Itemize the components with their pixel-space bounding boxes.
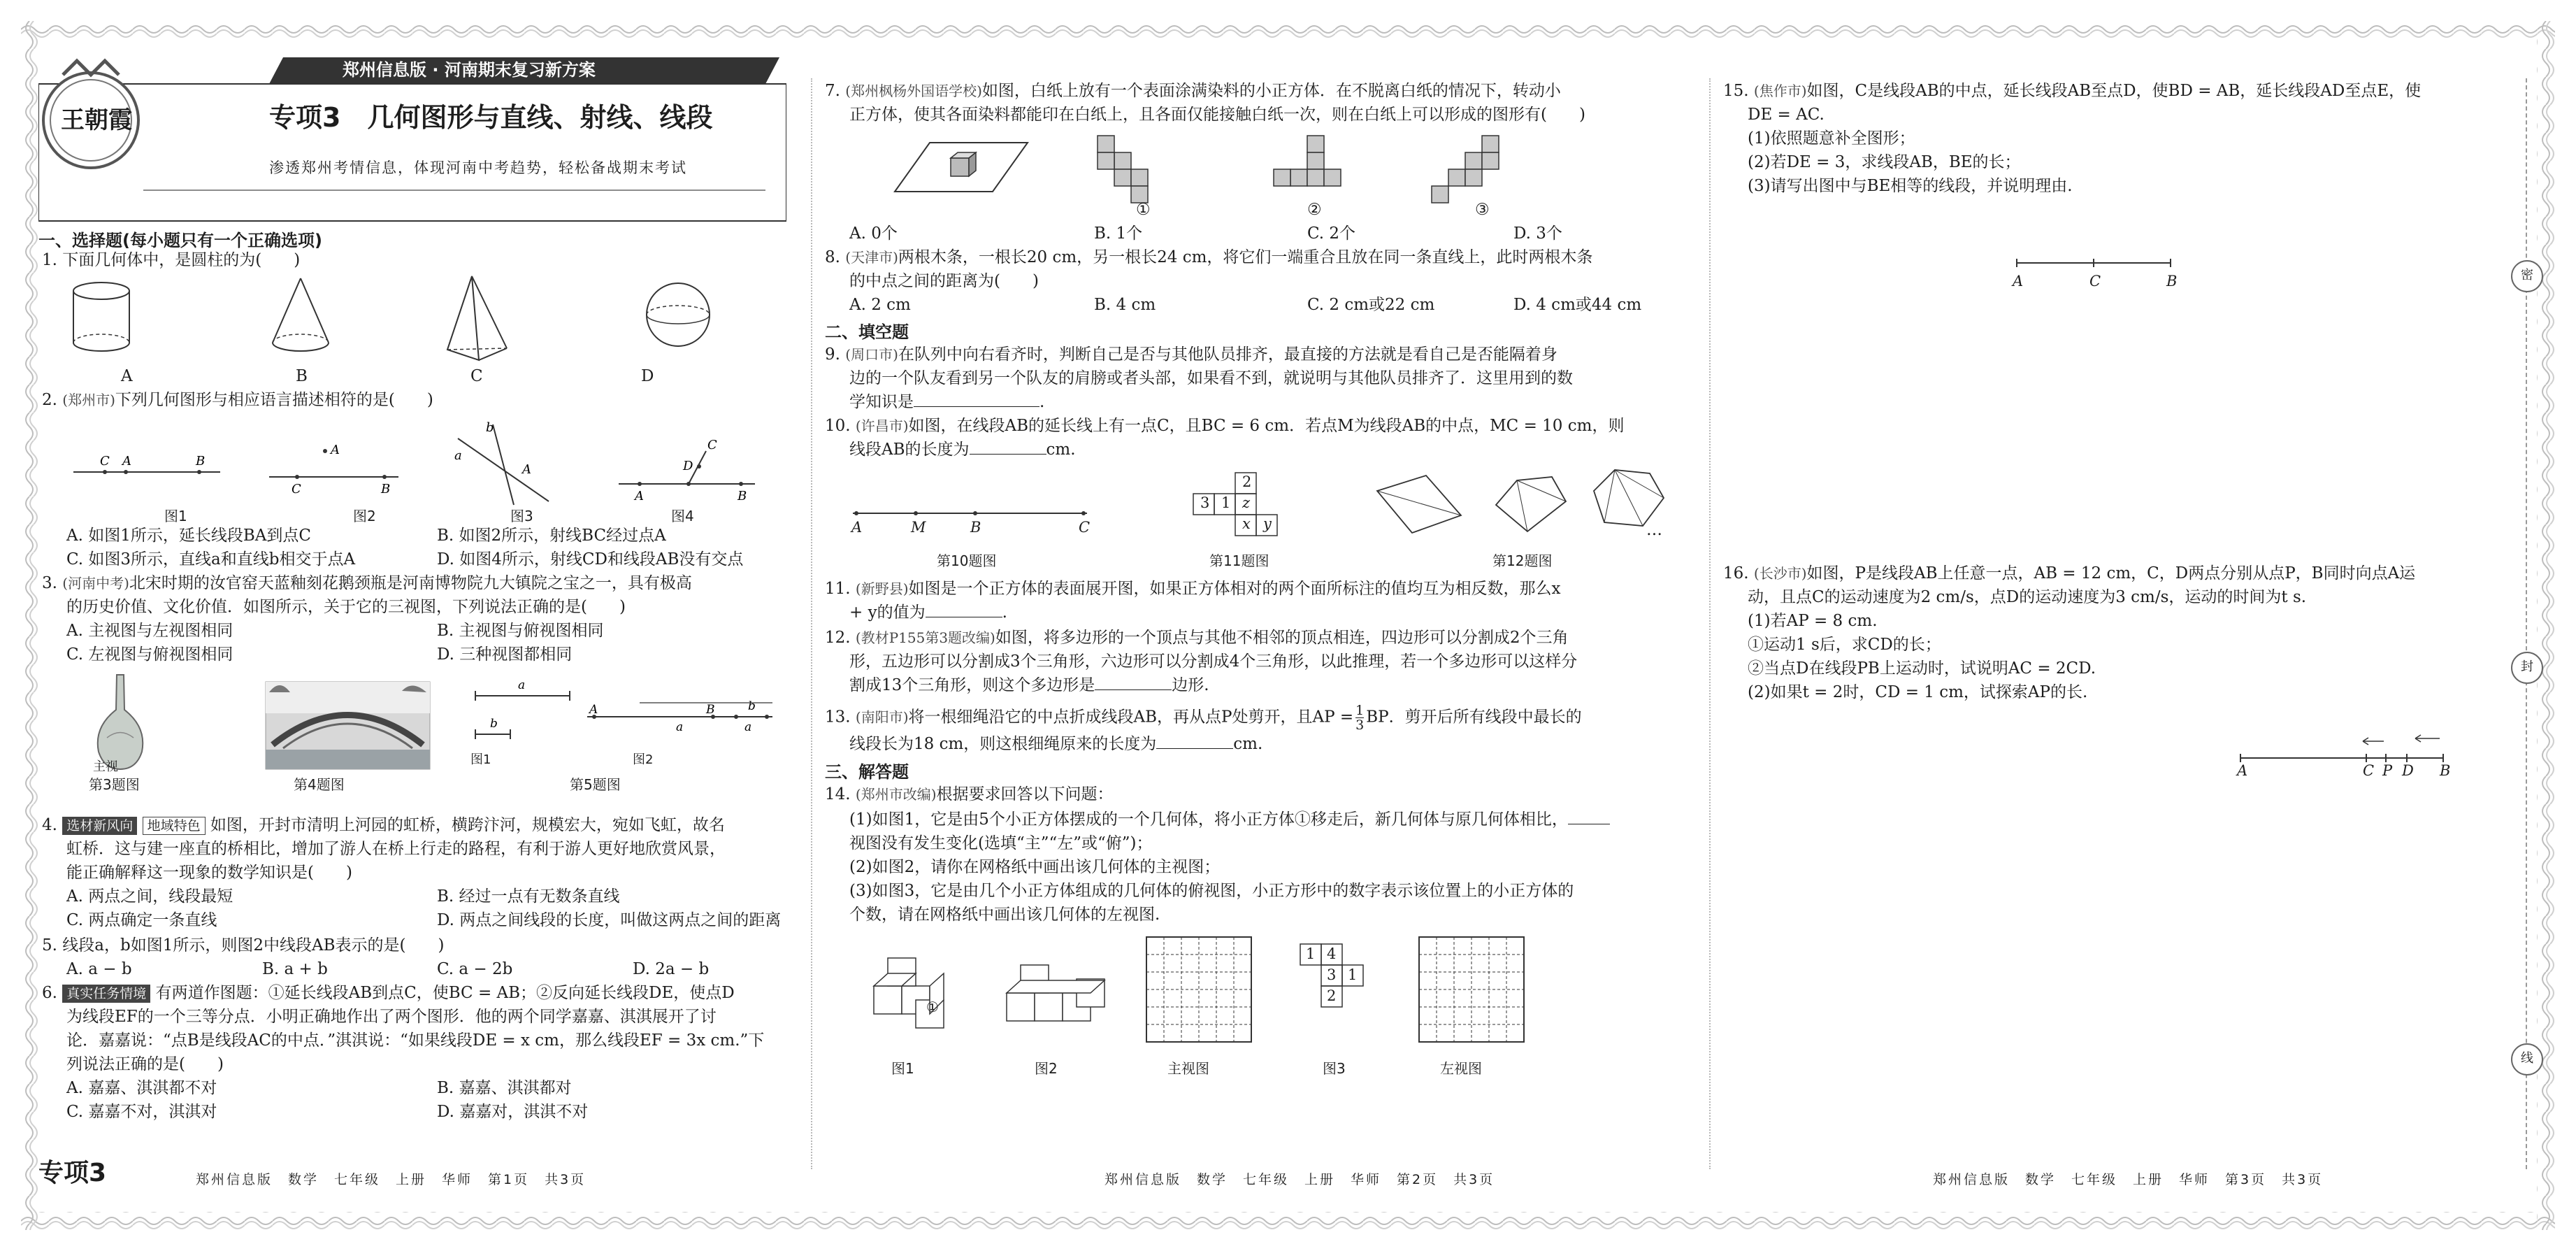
q11-line1: 11. (新野县)如图是一个正方体的表面展开图，如果正方体相对的两个面所标注的值均互为相反数，那么x — [825, 580, 1561, 598]
cube-1-mark: ① — [926, 999, 939, 1015]
q5-opt-b: B. a + b — [262, 960, 328, 978]
q10-point-b: B — [970, 519, 981, 536]
q16-sub3: ②当点D在线段PB上运动时，试说明AC = 2CD. — [1748, 659, 2096, 678]
q16-line1: 16. (长沙市)如图，P是线段AB上任意一点，AB = 12 cm，C，D两点分别从点P，B同时向点A运 — [1723, 564, 2416, 582]
net-cell-z: z — [1242, 494, 1251, 511]
q5-opt-d: D. 2a − b — [633, 960, 710, 978]
sphere-shape — [647, 283, 710, 346]
q12-fig-caption: 第12题图 — [1492, 552, 1553, 569]
q15-line2: DE = AC. — [1748, 106, 1825, 124]
svg-text:C: C — [707, 438, 717, 452]
svg-text:a: a — [744, 720, 752, 734]
q14-figures — [867, 930, 1636, 1056]
q4-line2: 虹桥．这与建一座直的桥相比，增加了游人在桥上行走的路程，有利于游人更好地欣赏风景， — [66, 840, 726, 858]
seal-mark-1: 密 — [2511, 260, 2543, 292]
q14-part3a: (3)如图3，它是由几个小正方体组成的几何体的俯视图，小正方形中的数字表示该位置上的小正方体的 — [849, 882, 1574, 900]
q7-label-2: ② — [1307, 201, 1322, 219]
q4-line3: 能正确解释这一现象的数学知识是( ) — [66, 864, 352, 882]
q15-point-c: C — [2089, 273, 2101, 289]
svg-text:A: A — [635, 489, 644, 503]
q14-part1a: (1)如图1，它是由5个小正方体摆成的一个几何体，将小正方体①移走后，新几何体与原几何体相比， — [849, 807, 1610, 832]
q8-opt-a: A. 2 cm — [849, 296, 911, 314]
q14-front-caption: 主视图 — [1167, 1060, 1209, 1077]
q2-opt-c: C. 如图3所示，直线a和直线b相交于点A — [66, 550, 356, 569]
seal-mark-2: 封 — [2511, 652, 2543, 684]
net-cell-2: 2 — [1242, 473, 1252, 490]
q12-line2: 形，五边形可以分割成3个三角形，六边形可以分割成4个三角形，以此推理，若一个多边形可以这样分 — [849, 652, 1578, 671]
q3-opt-a: A. 主视图与左视图相同 — [66, 622, 233, 640]
q4-opt-d: D. 两点之间线段的长度，叫做这两点之间的距离 — [437, 911, 782, 929]
page-1 — [38, 50, 800, 1197]
net-cell-x: x — [1242, 515, 1251, 532]
q10-point-m: M — [911, 519, 926, 536]
cubes-fig2 — [1007, 965, 1104, 1021]
q7-opt-c: C. 2个 — [1307, 224, 1356, 243]
q2-opt-b: B. 如图2所示，射线BC经过点A — [437, 527, 666, 545]
q8-line1: 8. (天津市)两根木条，一根长20 cm，另一根长24 cm，将它们一端重合且放在同一条直线上，此时两根木条 — [825, 248, 1593, 266]
q5-opt-a: A. a − b — [66, 960, 132, 978]
q7-opt-d: D. 3个 — [1513, 224, 1562, 243]
q1-opt-d: D — [641, 367, 654, 385]
q4-figure-caption: 第4题图 — [294, 776, 345, 793]
svg-text:b: b — [486, 420, 494, 435]
q14-fig3-caption: 图3 — [1323, 1060, 1346, 1077]
net-cell-3: 3 — [1200, 494, 1210, 511]
segment-fig2 — [587, 699, 772, 734]
q7-opt-b: B. 1个 — [1094, 224, 1143, 243]
seal-line — [2526, 78, 2527, 1169]
footer-section-label: 专项3 — [38, 1159, 107, 1187]
q4-opt-b: B. 经过一点有无数条直线 — [437, 887, 620, 906]
q4-line1: 4. 选材新风向 地域特色 如图，开封市清明上河园的虹桥，横跨汴河，规模宏大，宛如飞虹，故名 — [42, 816, 725, 834]
q2-text: 2. (郑州市)下列几何图形与相应语言描述相符的是( ) — [42, 391, 433, 409]
top-view-3: 3 — [1327, 966, 1337, 983]
cylinder-shape — [73, 283, 129, 351]
q3-line1: 3. (河南中考)北宋时期的汝官窑天蓝釉刻花鹅颈瓶是河南博物院九大镇院之宝之一，具有极高 — [42, 574, 692, 592]
q15-point-b: B — [2166, 273, 2178, 289]
q14-fig2-caption: 图2 — [1035, 1060, 1058, 1077]
q6-opt-d: D. 嘉嘉对，淇淇不对 — [437, 1103, 589, 1121]
page-3 — [1723, 50, 2533, 1197]
q16-segment — [2233, 733, 2457, 768]
section-fill: 二、填空题 — [825, 322, 909, 342]
q3-figure-caption: 第3题图 — [89, 776, 140, 793]
section-choice: 一、选择题(每小题只有一个正确选项) — [38, 231, 322, 250]
q3-opt-d: D. 三种视图都相同 — [437, 645, 573, 664]
q14-part1b: 视图没有发生变化(选填“主”“左”或“俯”)； — [849, 834, 1153, 852]
top-view-1: 1 — [1306, 945, 1316, 962]
top-view-1b: 1 — [1348, 966, 1358, 983]
logo-text: 王朝霞 — [61, 106, 132, 134]
svg-text:a: a — [518, 678, 526, 692]
bridge-photo — [266, 682, 430, 769]
q7-opt-a: A. 0个 — [849, 224, 898, 243]
q6-line2: 为线段EF的一个三等分点．小明正确地作出了两个图形．他的两个同学嘉嘉、淇淇展开了讨 — [66, 1008, 717, 1026]
q5-opt-c: C. a − 2b — [437, 960, 513, 978]
q2-opt-d: D. 如图4所示，射线CD和线段AB没有交点 — [437, 550, 744, 569]
vase-image — [98, 675, 143, 769]
polygons — [1377, 470, 1664, 533]
q15-line1: 15. (焦作市)如图，C是线段AB的中点，延长线段AB至点D，使BD = AB，延长线段AD至点E，使 — [1723, 82, 2422, 100]
q1-text: 1. 下面几何体中，是圆柱的为( ) — [42, 251, 301, 269]
q2-fig2-caption: 图2 — [353, 508, 376, 524]
svg-text:A: A — [331, 443, 340, 457]
q1-opt-b: B — [296, 367, 308, 385]
q8-line2: 的中点之间的距离为( ) — [849, 272, 1039, 290]
q15-point-a: A — [2013, 273, 2024, 289]
q16-sub2: ①运动1 s后，求CD的长； — [1748, 636, 1941, 654]
q9-line3: 学知识是 . — [849, 389, 1044, 415]
q1-opt-c: C — [470, 367, 483, 385]
q14-left-caption: 左视图 — [1440, 1060, 1482, 1077]
svg-text:A: A — [122, 454, 131, 469]
segment-a-b — [475, 678, 570, 739]
svg-text:C: C — [292, 482, 301, 496]
slogan: 渗透郑州考情信息，体现河南中考趋势，轻松备战期末考试 — [269, 159, 687, 176]
q6-line1: 6. 真实任务情境 有两道作图题：①延长线段AB到点C，使BC = AB；②反向延长线段DE，使点D — [42, 984, 735, 1002]
q14-part3b: 个数，请在网格纸中画出该几何体的左视图. — [849, 906, 1160, 924]
svg-text:A: A — [589, 703, 598, 717]
q4-opt-a: A. 两点之间，线段最短 — [66, 887, 233, 906]
q15-segment — [2010, 253, 2178, 274]
net-cell-y: y — [1263, 515, 1272, 532]
q16-point-c: C — [2363, 762, 2375, 779]
net-cell-1: 1 — [1221, 494, 1231, 511]
pyramid-shape — [447, 276, 507, 360]
q2-fig4-caption: 图4 — [671, 508, 694, 524]
q7-line1: 7. (郑州枫杨外国语学校)如图，白纸上放有一个表面涂满染料的小正方体．在不脱离白纸的情况下，转动小 — [825, 82, 1561, 100]
svg-text:B: B — [196, 454, 206, 469]
banner-text: 郑州信息版 · 河南期末复习新方案 — [343, 60, 596, 80]
q1-opt-a: A — [121, 367, 133, 385]
svg-text:B: B — [381, 482, 391, 496]
q8-opt-c: C. 2 cm或22 cm — [1307, 296, 1435, 314]
q12-line1: 12. (教材P155第3题改编)如图，将多边形的一个顶点与其他不相邻的顶点相连，四边形可以分割成2个三角 — [825, 629, 1569, 647]
top-view-4: 4 — [1327, 945, 1337, 962]
q6-opt-a: A. 嘉嘉、淇淇都不对 — [66, 1079, 217, 1097]
q16-point-a: A — [2237, 762, 2248, 779]
q8-opt-d: D. 4 cm或44 cm — [1513, 296, 1642, 314]
q2-opt-a: A. 如图1所示，延长线段BA到点C — [66, 527, 311, 545]
q15-sub3: (3)请写出图中与BE相等的线段，并说明理由. — [1748, 177, 2073, 195]
footer-page3: 郑州信息版 数学 七年级 上册 华师 第3页 共3页 — [1933, 1172, 2324, 1187]
q5-text: 5. 线段a，b如图1所示，则图2中线段AB表示的是( ) — [42, 936, 445, 955]
q10-point-c: C — [1079, 519, 1091, 536]
seal-mark-3: 线 — [2511, 1043, 2543, 1075]
column-separator — [1709, 78, 1711, 1169]
svg-text:B: B — [737, 489, 747, 503]
q10-line2: 线段AB的长度为 cm. — [849, 437, 1076, 462]
q7-figures — [867, 129, 1636, 220]
svg-text:b: b — [490, 717, 498, 731]
q5-fig2-caption: 图2 — [633, 752, 654, 767]
grid-front — [1146, 937, 1251, 1042]
q13-line1: 13. (南阳市)将一根细绳沿它的中点折成线段AB，再从点P处剪开，且AP = $\frac{1}{3}$ BP．剪开后所有线段中最长的 — [825, 703, 1582, 733]
q2-figures — [66, 417, 765, 508]
q9-line1: 9. (周口市)在队列中向右看齐时，判断自己是否与其他队员排齐，最直接的方法就是看自己是否能隔着身 — [825, 345, 1557, 364]
svg-text:a: a — [454, 448, 462, 463]
svg-text:D: D — [683, 459, 693, 473]
q14-fig1-caption: 图1 — [891, 1060, 914, 1077]
q6-opt-c: C. 嘉嘉不对，淇淇对 — [66, 1103, 217, 1121]
q8-opt-b: B. 4 cm — [1094, 296, 1156, 314]
vase-caption: 主视 — [93, 759, 118, 774]
q15-sub1: (1)依照题意补全图形； — [1748, 129, 1915, 148]
q11-fig-caption: 第11题图 — [1209, 552, 1269, 569]
section-answer: 三、解答题 — [825, 762, 909, 782]
q3-opt-c: C. 左视图与俯视图相同 — [66, 645, 233, 664]
q3-opt-b: B. 主视图与俯视图相同 — [437, 622, 604, 640]
q16-point-b: B — [2440, 762, 2451, 779]
q10-point-a: A — [851, 519, 863, 536]
q9-line2: 边的一个队友看到另一个队友的肩膀或者头部，如果看不到，就说明与其他队员排齐了．这里用到的数 — [849, 369, 1573, 387]
column-separator — [811, 78, 812, 1169]
svg-text:b: b — [748, 699, 756, 713]
exam-sheet — [38, 50, 2538, 1211]
q16-point-d: D — [2402, 762, 2414, 779]
q16-line2: 动，且点C的运动速度为2 cm/s，点D的运动速度为3 cm/s，运动的时间为t s. — [1748, 588, 2307, 606]
q12-line3: 割成13个三角形，则这个多边形是 边形. — [849, 673, 1209, 698]
cone-shape — [273, 278, 329, 351]
q3-line2: 的历史价值、文化价值．如图所示，关于它的三视图，下列说法正确的是( ) — [66, 598, 626, 616]
ellipsis: … — [1646, 521, 1662, 539]
q14-part2: (2)如图2，请你在网格纸中画出该几何体的主视图； — [849, 858, 1221, 876]
top-view-2: 2 — [1327, 987, 1337, 1004]
footer-page2: 郑州信息版 数学 七年级 上册 华师 第2页 共3页 — [1104, 1172, 1495, 1187]
svg-text:B: B — [706, 703, 715, 717]
q16-sub4: (2)如果t = 2时，CD = 1 cm，试探索AP的长. — [1748, 683, 2088, 701]
q4-opt-c: C. 两点确定一条直线 — [66, 911, 217, 929]
q16-sub1: (1)若AP = 8 cm. — [1748, 612, 1878, 630]
footer-page1: 郑州信息版 数学 七年级 上册 华师 第1页 共3页 — [196, 1172, 587, 1187]
svg-text:C: C — [100, 454, 110, 469]
q7-label-1: ① — [1136, 201, 1151, 219]
q3-q5-figures — [80, 671, 779, 776]
svg-text:A: A — [522, 462, 531, 477]
q10-line1: 10. (许昌市)如图，在线段AB的延长线上有一点C，且BC = 6 cm．若点M为线段AB的中点，MC = 10 cm，则 — [825, 417, 1625, 435]
q2-fig3-caption: 图3 — [510, 508, 533, 524]
q5-figure-caption: 第5题图 — [570, 776, 621, 793]
svg-text:a: a — [676, 720, 684, 734]
q7-label-3: ③ — [1475, 201, 1490, 219]
q2-fig1-caption: 图1 — [164, 508, 187, 524]
q14-line1: 14. (郑州市改编)根据要求回答以下问题： — [825, 785, 1114, 803]
q15-sub2: (2)若DE = 3，求线段AB，BE的长； — [1748, 153, 2021, 171]
q5-fig1-caption: 图1 — [470, 752, 491, 767]
q11-line2: + y的值为 . — [849, 600, 1007, 625]
q6-line3: 论．嘉嘉说：“点B是线段AC的中点．”淇淇说：“如果线段DE = x cm，那么线段EF = 3x cm.”下 — [66, 1031, 765, 1050]
q16-point-p: P — [2382, 762, 2393, 779]
q10-fig-caption: 第10题图 — [937, 552, 997, 569]
grid-left — [1419, 937, 1524, 1042]
q13-line2: 线段长为18 cm，则这根细绳原来的长度为 cm. — [849, 731, 1262, 757]
q6-opt-b: B. 嘉嘉、淇淇都对 — [437, 1079, 572, 1097]
q7-line2: 正方体，使其各面染料都能印在白纸上，且各面仅能接触白纸一次，则在白纸上可以形成的图形有( ) — [849, 106, 1585, 124]
page-2 — [825, 50, 1699, 1197]
page-title: 专项3 几何图形与直线、射线、线段 — [269, 102, 713, 133]
q6-line4: 列说法正确的是( ) — [66, 1055, 224, 1073]
